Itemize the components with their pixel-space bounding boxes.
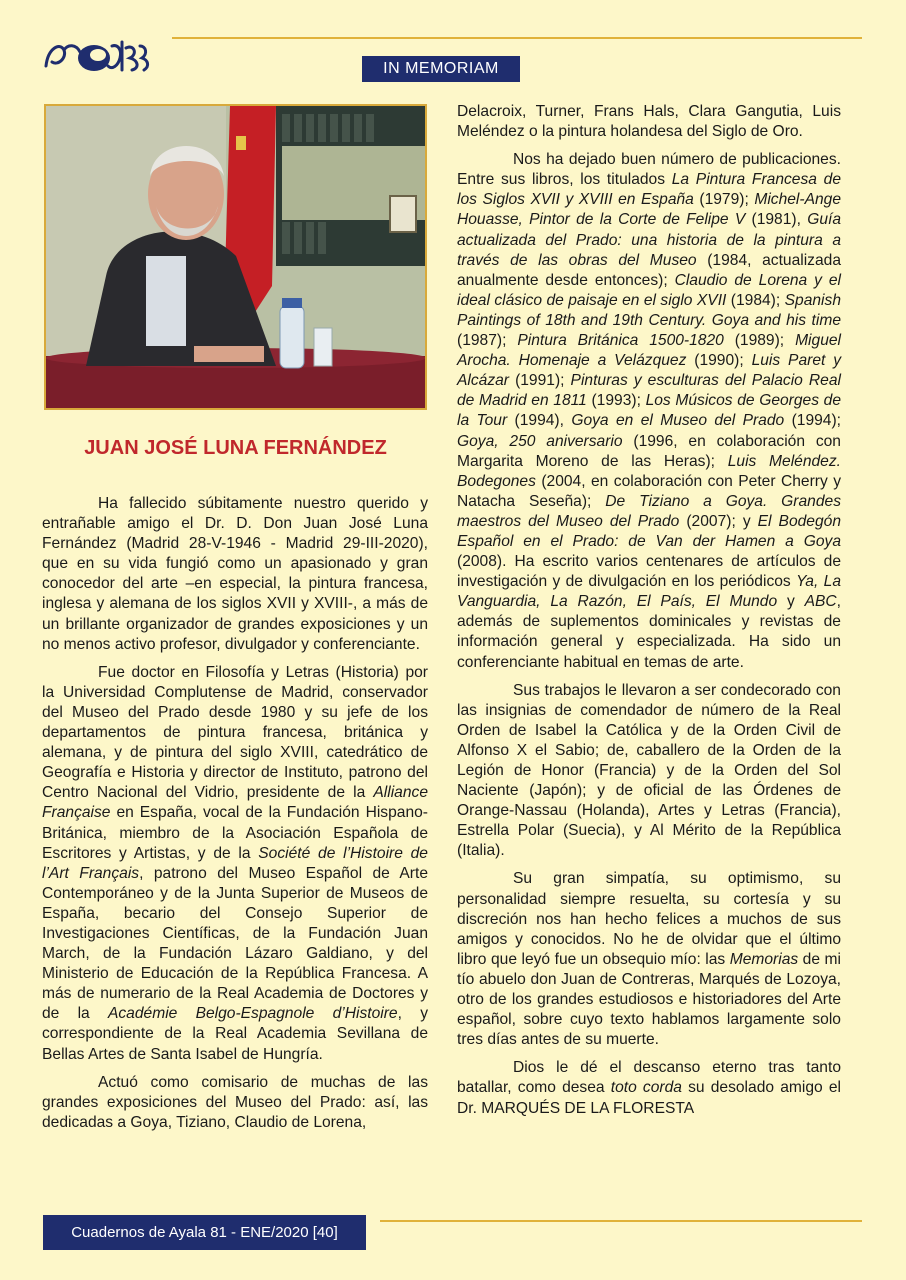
- italic-title: Goya, 250 aniversario: [457, 432, 623, 450]
- text-run: Nos ha dejado buen número de publicaciones. Entre sus libros, los titulados: [457, 151, 841, 189]
- text-run: (2007); y: [679, 512, 758, 530]
- paragraph: [457, 150, 841, 672]
- italic-title: Michel-Ange Houasse, Pintor de la Corte de Felipe V: [457, 191, 841, 229]
- footer-publication: Cuadernos de Ayala 81 - ENE/2020 [40]: [43, 1215, 366, 1250]
- paragraph: [42, 663, 428, 1065]
- italic-title: La Pintura Francesa de los Siglos XVII y XVIII en España: [457, 171, 841, 209]
- text-run: Fue doctor en Filosofía y Letras (Historia) por la Universidad Complutense de Madrid, conservador del Museo del Prado desde 1980 y su jefe de los departamentos de pintura francesa, británica y alemana, y de pintura del siglo XVIII, catedrático de Geografía e Historia y director de Instituto, patrono del Centro Nacional del Vidrio, presidente de la: [42, 663, 428, 802]
- italic-title: Memorias: [729, 950, 799, 968]
- italic-title: Luis Meléndez. Bodegones: [457, 452, 841, 490]
- italic-title: De Tiziano a Goya. Grandes maestros del Museo del Prado: [457, 492, 841, 530]
- italic-title: Société de l’Histoire de l’Art Français: [42, 844, 428, 882]
- footer-rule: [380, 1220, 862, 1222]
- italic-title: toto corda: [610, 1079, 682, 1097]
- italic-title: El Bodegón Español en el Prado: de Van der Hamen a Goya: [457, 512, 841, 550]
- text-run: (1987);: [457, 332, 518, 350]
- text-run: (1994),: [507, 412, 572, 430]
- paragraph: [457, 869, 841, 1050]
- right-column: [457, 102, 841, 1127]
- paragraph: [457, 102, 841, 142]
- italic-title: Pinturas y esculturas del Palacio Real de Madrid en 1811: [457, 372, 841, 410]
- italic-title: Claudio de Lorena y el ideal clásico de paisaje en el siglo XVII: [457, 271, 841, 309]
- italic-title: Ya, La Vanguardia, La Razón, El País, El Mundo: [457, 573, 841, 611]
- text-run: , patrono del Museo Español de Arte Contemporáneo y de la Junta Superior de Museos de España, becario del Consejo Superior de Investigaciones Científicas, de la Fundación Juan March, de la Fundación Lázaro Galdiano, y del Ministerio de Educación de la República Francesa. A más de numerario de la Real Academia de Doctores y de la: [42, 864, 429, 1023]
- section-tag: IN MEMORIAM: [362, 56, 520, 82]
- text-run: (2008). Ha escrito varios centenares de artículos de investigación y de divulgación en los periódicos: [457, 553, 841, 591]
- ayala-logo-icon: [42, 36, 154, 78]
- paragraph: [457, 681, 841, 862]
- portrait-photo: [44, 104, 427, 410]
- italic-title: Académie Belgo-Espagnole d’Histoire: [107, 1005, 398, 1023]
- italic-title: Goya en el Museo del Prado: [571, 412, 785, 430]
- text-run: (1989);: [723, 332, 796, 350]
- text-run: en España, vocal de la Fundación Hispano-Británica, miembro de la Asociación Española de Escritores y Artistas, y de la: [42, 804, 428, 862]
- paragraph: [457, 1058, 841, 1118]
- italic-title: ABC: [804, 593, 837, 611]
- italic-title: Los Músicos de Georges de la Tour: [457, 392, 841, 430]
- article-title: JUAN JOSÉ LUNA FERNÁNDEZ: [84, 437, 387, 459]
- text-run: de mi tío abuelo don Juan de Contreras, Marqués de Lozoya, otro de los grandes estudiosos e historiadores del Arte español, sobre cuyo texto hablamos largamente solo tres días antes de su muerte.: [457, 950, 841, 1049]
- left-column: [42, 494, 428, 1141]
- text-run: , y correspondiente de la Real Academia Sevillana de Bellas Artes de Santa Isabel de Hungría.: [42, 1005, 428, 1063]
- text-run: (1996, en colaboración con Margarita Moreno de las Heras);: [457, 432, 841, 470]
- italic-title: Spanish Paintings of 18th and 19th Century. Goya and his time: [457, 291, 841, 329]
- text-run: (1979);: [693, 191, 755, 209]
- text-run: (1994);: [784, 412, 841, 430]
- text-run: , además de suplementos dominicales y revistas de información general y especializada. Ha sido un conferenciante habitual en temas de arte.: [457, 593, 841, 671]
- italic-title: Luis Paret y Alcázar: [457, 352, 841, 390]
- text-run: Actuó como comisario de muchas de las grandes exposiciones del Museo del Prado: así, las dedicadas a Goya, Tiziano, Claudio de Lorena,: [42, 1073, 428, 1131]
- text-run: (1984);: [726, 291, 785, 309]
- header-rule: [172, 37, 862, 39]
- text-run: Su gran simpatía, su optimismo, su personalidad siempre resuelta, su cortesía y su discreción nos han hecho felices a muchos de sus amigos y conocidos. No he de olvidar que el último libro que leyó fue un obsequio mío: las: [457, 870, 841, 968]
- paragraph: [42, 494, 428, 655]
- italic-title: Alliance Française: [42, 784, 428, 822]
- text-run: y: [777, 593, 805, 611]
- text-run: Dios le dé el descanso eterno tras tanto batallar, como desea: [457, 1059, 841, 1097]
- text-run: (1990);: [686, 352, 752, 370]
- paragraph: [42, 1073, 428, 1133]
- italic-title: Guía actualizada del Prado: una historia de la pintura a través de las obras del Museo: [457, 211, 841, 269]
- text-run: (1984, actualizada anualmente desde entonces);: [457, 251, 841, 289]
- text-run: Ha fallecido súbitamente nuestro querido y entrañable amigo el Dr. D. Don Juan José Luna Fernández (Madrid 28-V-1946 - Madrid 29-III-2020), que en su vida fungió como un apasionado y gran conocedor del arte –en especial, la pintura francesa, inglesa y alemana de los siglos XVII y XVIII-, a más de un brillante organizador de grandes exposiciones y un no menos activo profesor, divulgador y conferenciante.: [42, 495, 428, 653]
- text-run: Sus trabajos le llevaron a ser condecorado con las insignias de comendador de número de la Real Orden de Isabel la Católica y de la Orden Civil de Alfonso X el Sabio; de, caballero de la Orden de la Legión de Honor (Francia) y de la Orden del Sol Naciente (Japón); y de oficial de las Órdenes de Orange-Nassau (Holanda), Artes y Letras (Francia), Estrella Polar (Suecia), y Al Mérito de la República (Italia).: [457, 681, 841, 860]
- italic-title: Miguel Arocha. Homenaje a Velázquez: [457, 332, 841, 370]
- text-run: (2004, en colaboración con Peter Cherry y Natacha Seseña);: [457, 472, 841, 510]
- text-run: su desolado amigo el Dr. MARQUÉS DE LA FLORESTA: [457, 1079, 841, 1117]
- text-run: (1993);: [586, 392, 646, 410]
- text-run: (1981),: [745, 211, 808, 229]
- italic-title: Pintura Británica 1500-1820: [517, 332, 724, 350]
- text-run: Delacroix, Turner, Frans Hals, Clara Gangutia, Luis Meléndez o la pintura holandesa del Siglo de Oro.: [457, 103, 841, 141]
- text-run: (1991);: [509, 372, 571, 390]
